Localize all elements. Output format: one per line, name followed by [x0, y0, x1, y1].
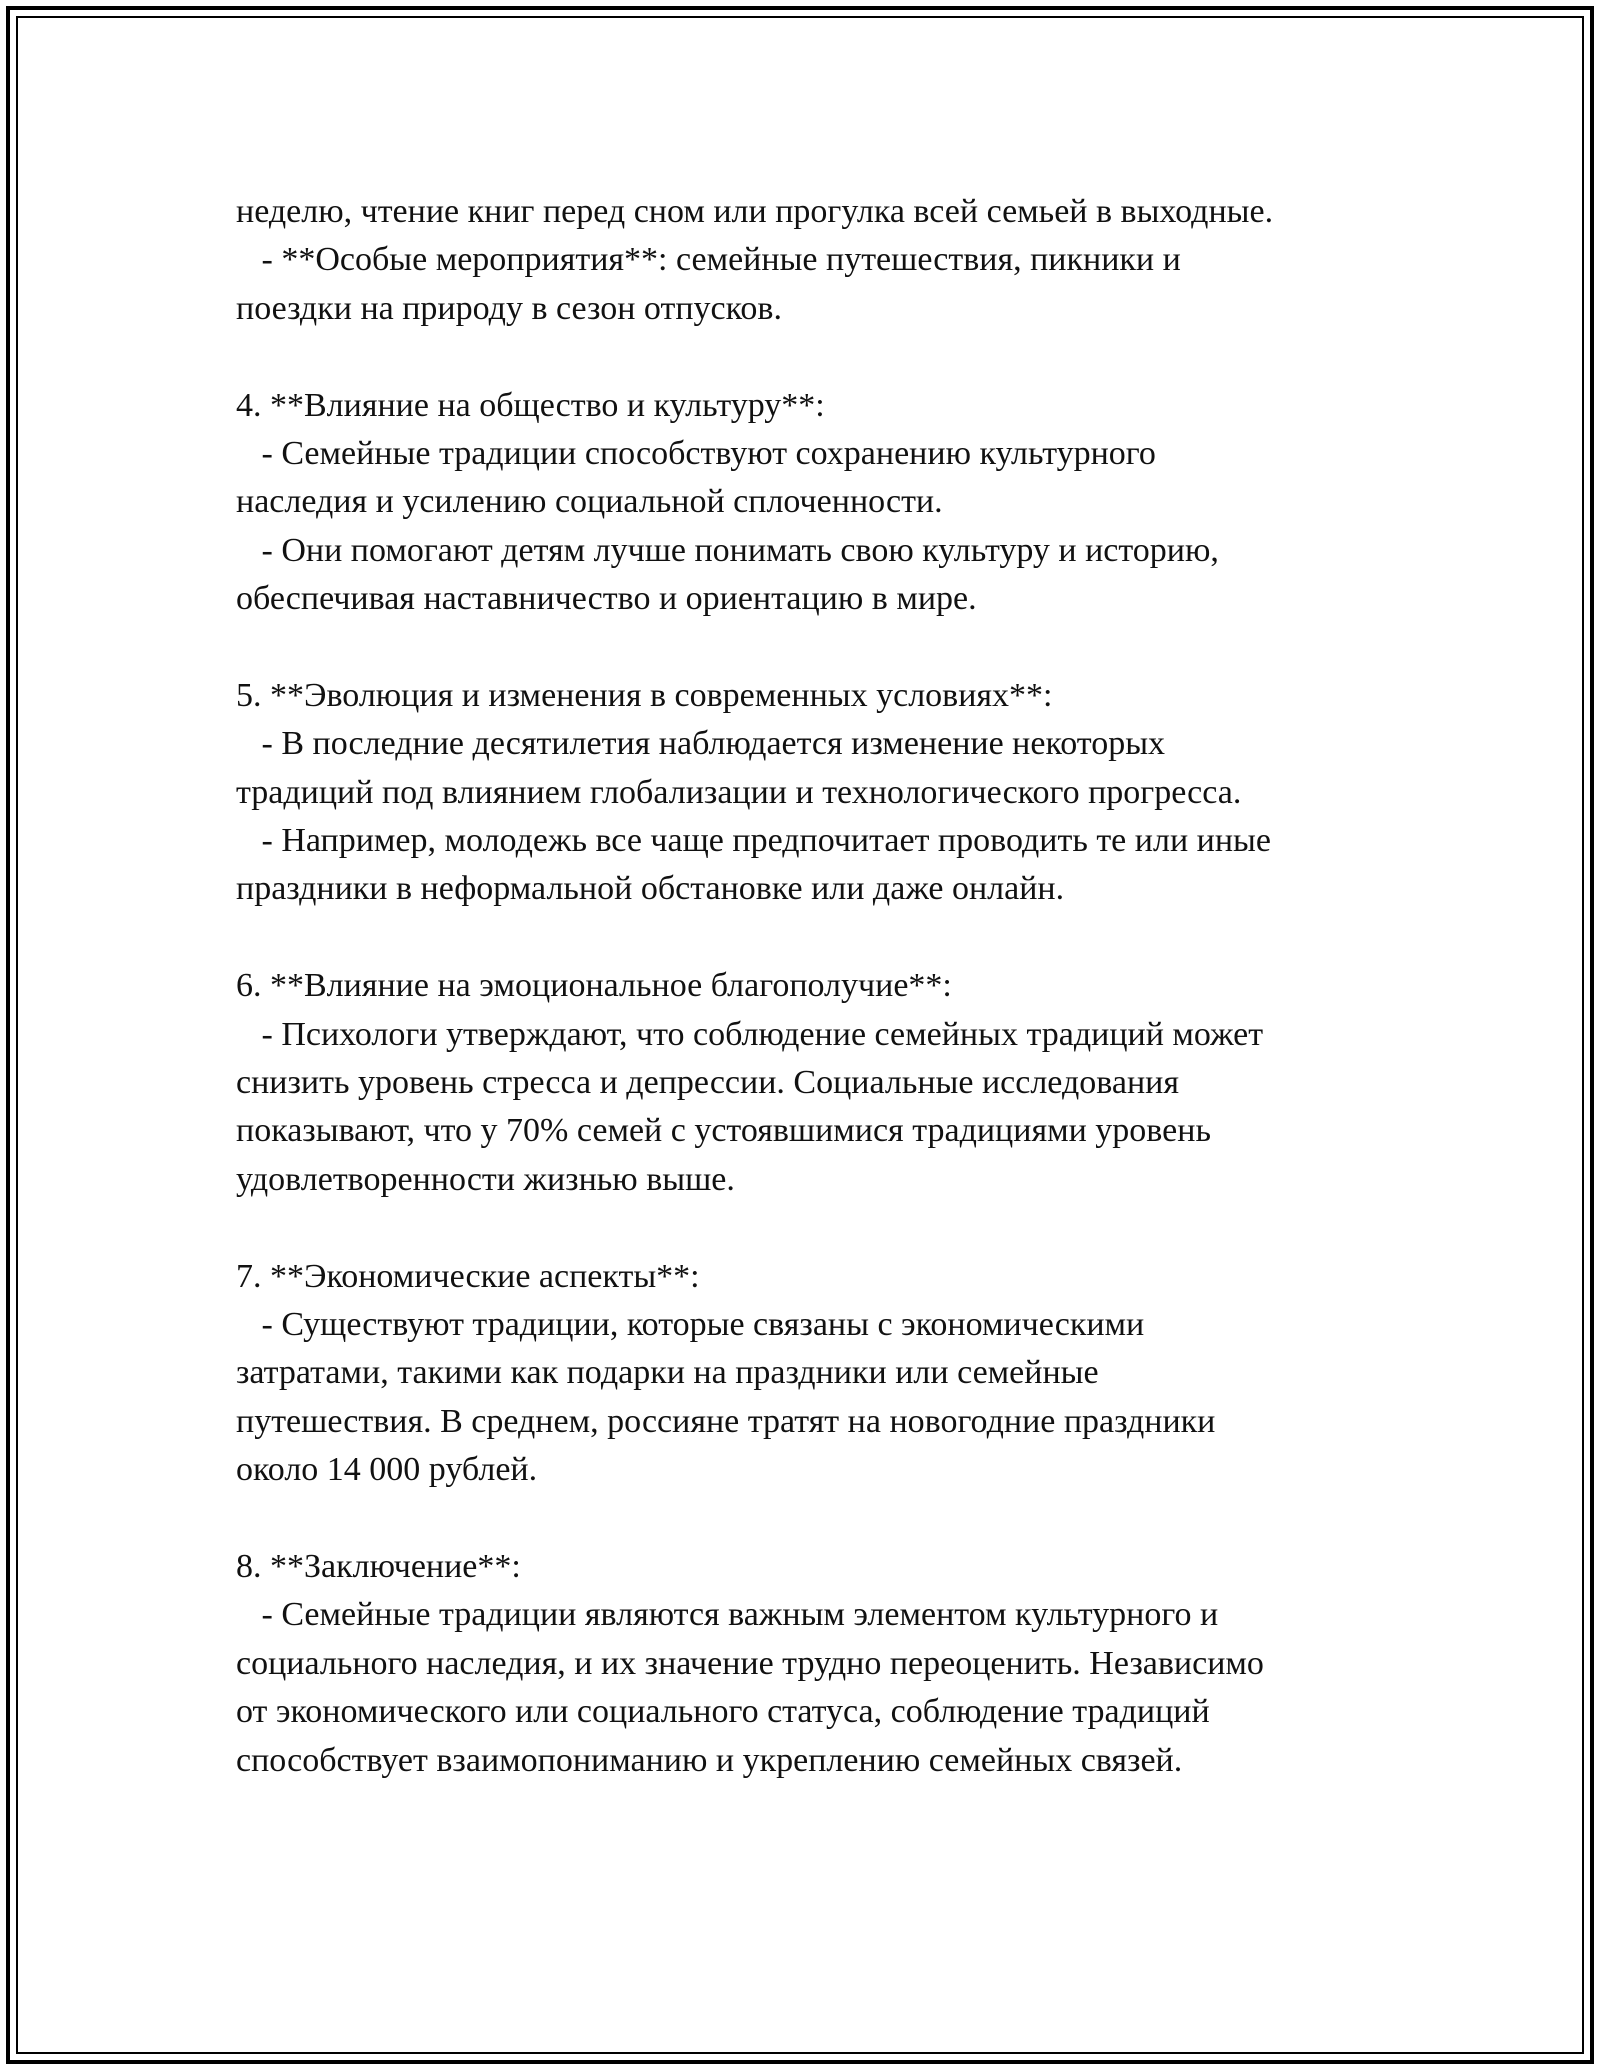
text-line: традиций под влиянием глобализации и технологического прогресса. [236, 773, 1242, 811]
text-line: - Существуют традиции, которые связаны с экономическими [236, 1305, 1145, 1343]
text-line: - В последние десятилетия наблюдается изменение некоторых [236, 725, 1166, 763]
text-line: - Психологи утверждают, что соблюдение семейных традиций может [236, 1015, 1264, 1053]
text-line: удовлетворенности жизнью выше. [236, 1160, 735, 1198]
text-line: около 14 000 рублей. [236, 1451, 538, 1489]
section-heading: 6. **Влияние на эмоциональное благополучие**: [236, 967, 952, 1005]
section-heading: 4. **Влияние на общество и культуру**: [236, 386, 825, 424]
text-line: праздники в неформальной обстановке или даже онлайн. [236, 870, 1065, 908]
text-line: - Они помогают детям лучше понимать свою культуру и историю, [236, 531, 1219, 569]
blank-line [236, 333, 1416, 381]
text-line: - **Особые мероприятия**: семейные путешествия, пикники и [236, 241, 1181, 279]
blank-line [236, 914, 1416, 962]
text-line: путешествия. В среднем, россияне тратят на новогодние праздники [236, 1402, 1216, 1440]
section-heading: 7. **Экономические аспекты**: [236, 1257, 700, 1295]
text-line: поездки на природу в сезон отпусков. [236, 289, 782, 327]
section-heading: 8. **Заключение**: [236, 1547, 521, 1585]
section-heading: 5. **Эволюция и изменения в современных условиях**: [236, 676, 1053, 714]
text-line: - Семейные традиции являются важным элементом культурного и [236, 1596, 1219, 1634]
text-line: снизить уровень стресса и депрессии. Социальные исследования [236, 1064, 1179, 1102]
text-line: неделю, чтение книг перед сном или прогулка всей семьей в выходные. [236, 193, 1274, 230]
text-line: - Семейные традиции способствуют сохранению культурного [236, 434, 1156, 472]
text-line: наследия и усилению социальной сплоченности. [236, 483, 943, 521]
text-line: затратами, такими как подарки на праздники или семейные [236, 1354, 1099, 1392]
text-line: обеспечивая наставничество и ориентацию в мире. [236, 580, 977, 618]
text-line: от экономического или социального статуса, соблюдение традиций [236, 1693, 1210, 1731]
text-line: показывают, что у 70% семей с устоявшимися традициями уровень [236, 1112, 1211, 1150]
blank-line [236, 1495, 1416, 1543]
text-line: социального наследия, и их значение трудно переоценить. Независимо [236, 1644, 1264, 1682]
blank-line [236, 1204, 1416, 1252]
blank-line [236, 624, 1416, 672]
text-line: - Например, молодежь все чаще предпочитает проводить те или иные [236, 822, 1271, 860]
text-line: способствует взаимопониманию и укреплению семейных связей. [236, 1741, 1183, 1779]
document-body [236, 188, 1416, 1785]
